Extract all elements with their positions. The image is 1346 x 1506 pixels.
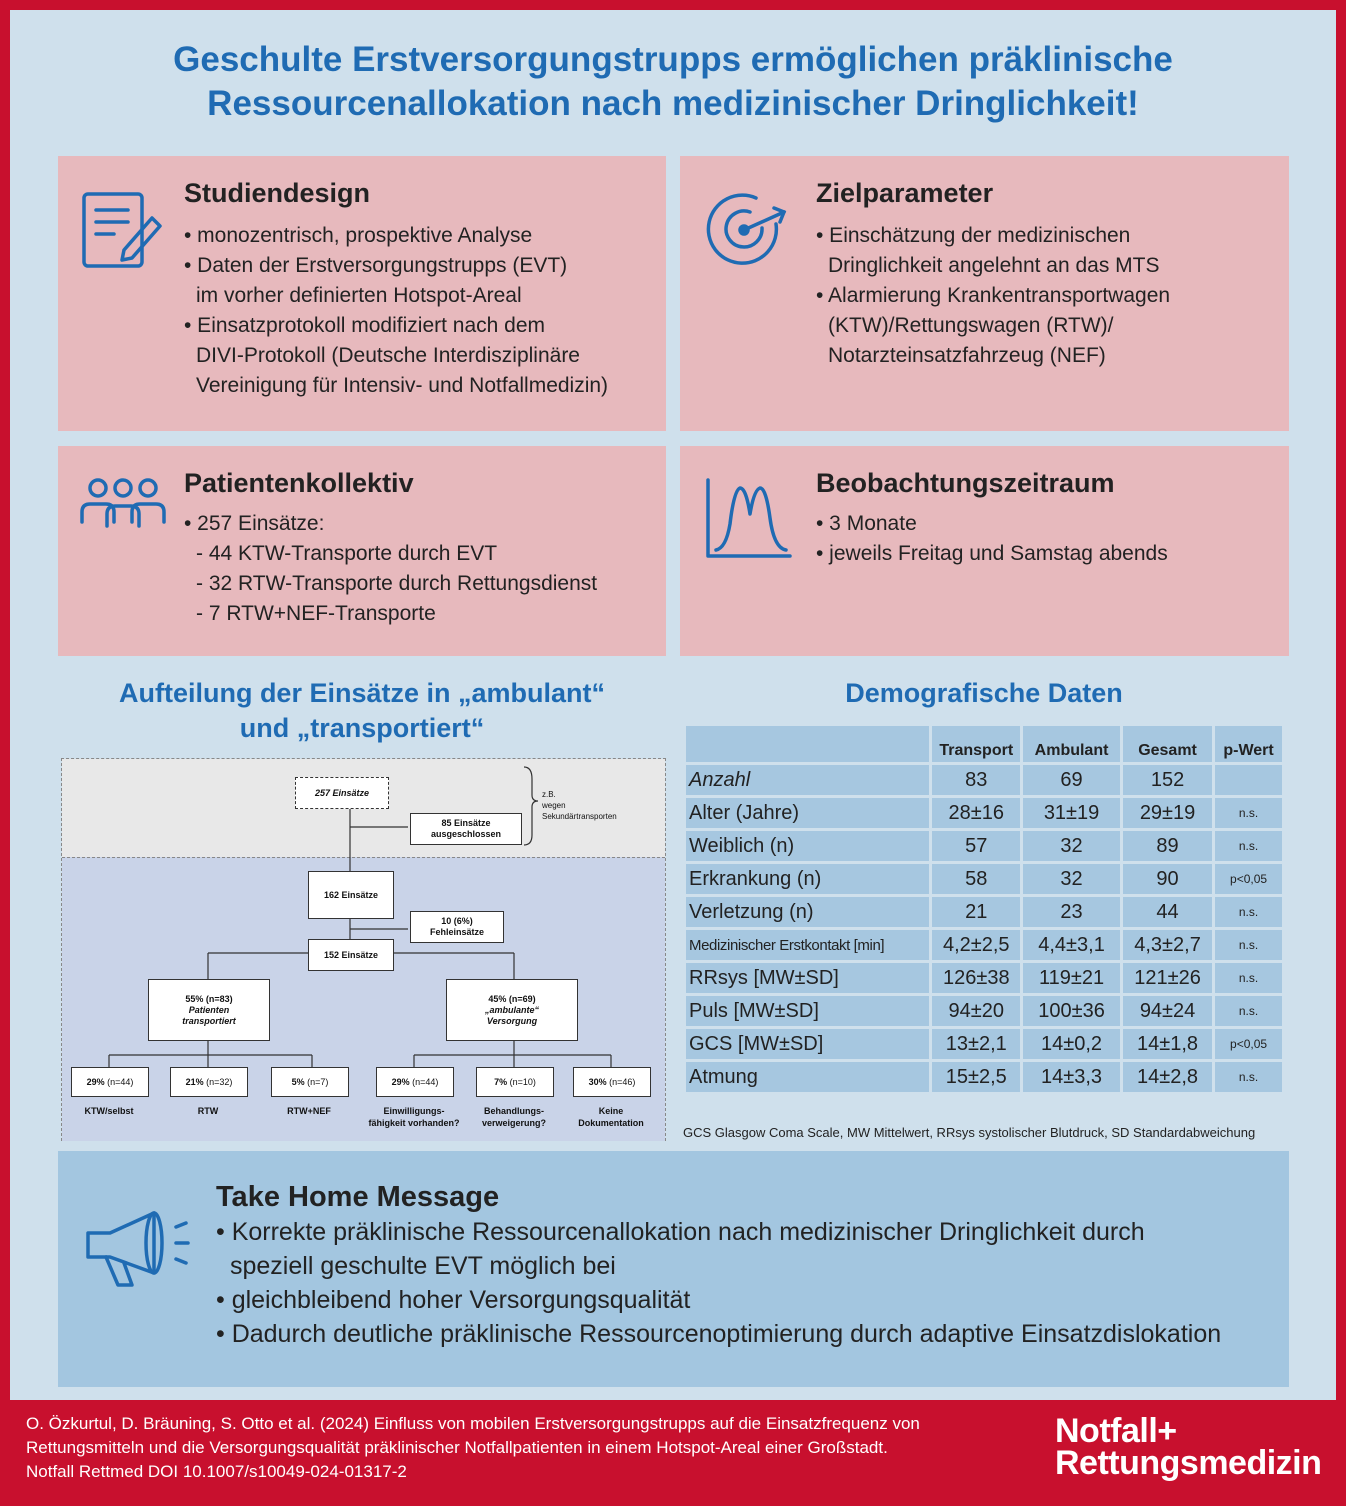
table-header-cell: p-Wert xyxy=(1215,726,1282,762)
table-cell: 100±36 xyxy=(1023,996,1120,1026)
table-cell: 44 xyxy=(1123,897,1212,927)
demografie-footnote: GCS Glasgow Coma Scale, MW Mittelwert, RRsys systolischer Blutdruck, SD Standardabweichung xyxy=(683,1125,1256,1140)
table-cell: 57 xyxy=(932,831,1020,861)
table-row xyxy=(686,1062,1282,1092)
table-cell: 31±19 xyxy=(1023,798,1120,828)
table-cell: p<0,05 xyxy=(1215,864,1282,894)
card-title: Studiendesign xyxy=(184,178,371,208)
card-title: Zielparameter xyxy=(816,178,994,208)
flow-leaf-box: 29% (n=44) xyxy=(71,1067,149,1097)
table-cell: 23 xyxy=(1023,897,1120,927)
table-header-cell: Ambulant xyxy=(1023,726,1120,762)
flow-leaf-label: RTW xyxy=(197,1106,219,1116)
flow-162-box: 162 Einsätze xyxy=(308,871,394,919)
table-cell: 90 xyxy=(1123,864,1212,894)
table-cell: 32 xyxy=(1023,831,1120,861)
flow-leaf-box: 7% (n=10) xyxy=(476,1067,554,1097)
row-label: Verletzung (n) xyxy=(686,897,929,927)
flow-leaf-label: Keine Dokumentation xyxy=(578,1106,644,1128)
table-cell: n.s. xyxy=(1215,1062,1282,1092)
table-cell xyxy=(1215,765,1282,795)
poster-title: Geschulte Erstversorgungstrupps ermöglichen präklinische Ressourcenallokation nach medizinischer Dringlichkeit! xyxy=(173,40,1173,123)
table-cell: 21 xyxy=(932,897,1020,927)
table-row xyxy=(686,864,1282,894)
table-cell: 58 xyxy=(932,864,1020,894)
flow-transport-box: 55% (n=83) Patienten transportiert xyxy=(148,979,270,1041)
flow-ambulant-box: 45% (n=69) „ambulante“ Versorgung xyxy=(446,979,578,1041)
table-cell: n.s. xyxy=(1215,831,1282,861)
row-label: GCS [MW±SD] xyxy=(686,1029,929,1059)
flow-leaf-box: 30% (n=46) xyxy=(573,1067,651,1097)
table-cell: 13±2,1 xyxy=(932,1029,1020,1059)
table-cell: 14±3,3 xyxy=(1023,1062,1120,1092)
megaphone-icon xyxy=(82,1207,192,1291)
flow-start-box: 257 Einsätze xyxy=(295,777,389,809)
flow-leaf-box: 21% (n=32) xyxy=(170,1067,248,1097)
flow-leaf-label: Einwilligungs- fähigkeit vorhanden? xyxy=(368,1106,460,1128)
table-cell: n.s. xyxy=(1215,798,1282,828)
flow-leaf-label: KTW/selbst xyxy=(84,1106,134,1116)
table-cell: n.s. xyxy=(1215,930,1282,960)
table-row xyxy=(686,963,1282,993)
card-patientenkollektiv xyxy=(58,446,666,656)
card-title: Patientenkollektiv xyxy=(184,468,414,498)
flow-note: z.B. wegen Sekundärtransporten xyxy=(542,790,617,821)
table-header-cell: Transport xyxy=(932,726,1020,762)
table-cell: n.s. xyxy=(1215,963,1282,993)
flow-leaf-label: Behandlungs- verweigerung? xyxy=(481,1106,546,1128)
chart-peaks-icon xyxy=(704,476,794,560)
table-cell: 4,2±2,5 xyxy=(932,930,1020,960)
table-row xyxy=(686,1029,1282,1059)
row-label: Anzahl xyxy=(686,765,929,795)
table-cell: 126±38 xyxy=(932,963,1020,993)
aufteilung-title: Aufteilung der Einsätze in „ambulant“ und „transportiert“ xyxy=(118,678,606,743)
flow-leaf-label: RTW+NEF xyxy=(287,1106,331,1116)
table-cell: 152 xyxy=(1123,765,1212,795)
table-header-cell: Gesamt xyxy=(1123,726,1212,762)
take-home-title: Take Home Message xyxy=(216,1181,500,1213)
table-header-row xyxy=(686,726,1282,762)
table-cell: 14±0,2 xyxy=(1023,1029,1120,1059)
table-cell: 32 xyxy=(1023,864,1120,894)
footer-reference: O. Özkurtul, D. Bräuning, S. Otto et al. (2024) Einfluss von mobilen Erstversorgungstrupps auf die Einsatzfrequenz von Rettungsmitteln und die Versorgungsqualität präklinischer Notfallpatienten in einem Hotspot-Areal einer Großstadt. Notfall Rettmed DOI 10.1007/s10049-024-01317-2 xyxy=(26,1414,920,1481)
table-cell: 14±2,8 xyxy=(1123,1062,1212,1092)
row-label: RRsys [MW±SD] xyxy=(686,963,929,993)
row-label: Alter (Jahre) xyxy=(686,798,929,828)
table-cell: 4,4±3,1 xyxy=(1023,930,1120,960)
table-cell: 28±16 xyxy=(932,798,1020,828)
table-cell: 4,3±2,7 xyxy=(1123,930,1212,960)
flow-leaf-box: 29% (n=44) xyxy=(376,1067,454,1097)
table-cell: p<0,05 xyxy=(1215,1029,1282,1059)
card-text: • 257 Einsätze: - 44 KTW-Transporte durch EVT - 32 RTW-Transporte durch Rettungsdienst - 7 RTW+NEF-Transporte xyxy=(184,512,598,625)
table-cell: n.s. xyxy=(1215,897,1282,927)
table-cell: 83 xyxy=(932,765,1020,795)
journal-logo: Notfall+ Rettungsmedizin xyxy=(1055,1412,1322,1482)
table-cell: 121±26 xyxy=(1123,963,1212,993)
table-cell: 15±2,5 xyxy=(932,1062,1020,1092)
card-studiendesign xyxy=(58,156,666,431)
document-pen-icon xyxy=(80,188,164,272)
table-row xyxy=(686,930,1282,960)
take-home-text: • Korrekte präklinische Ressourcenallokation nach medizinischer Dringlichkeit durch speziell geschulte EVT möglich bei • gleichbleibend hoher Versorgungsqualität • Dadurch deutliche präklinische Ressourcenoptimierung durch adaptive Einsatzdislokation xyxy=(216,1218,1222,1348)
row-label: Erkrankung (n) xyxy=(686,864,929,894)
table-cell: 69 xyxy=(1023,765,1120,795)
demografie-table xyxy=(683,723,1285,1095)
row-label: Atmung xyxy=(686,1062,929,1092)
table-row xyxy=(686,798,1282,828)
card-zielparameter xyxy=(680,156,1289,431)
people-group-icon xyxy=(78,474,168,534)
table-cell: 89 xyxy=(1123,831,1212,861)
card-title: Beobachtungszeitraum xyxy=(816,468,1115,498)
table-row xyxy=(686,996,1282,1026)
table-row xyxy=(686,831,1282,861)
card-text: • 3 Monate • jeweils Freitag und Samstag abends xyxy=(816,512,1168,565)
row-label: Weiblich (n) xyxy=(686,831,929,861)
card-text: • monozentrisch, prospektive Analyse • Daten der Erstversorgungstrupps (EVT) im vorher definierten Hotspot-Areal • Einsatzprotokoll modifiziert nach dem DIVI-Protokoll (Deutsche Interdisziplinäre Vereinigung für Intensiv- und Notfallmedizin) xyxy=(184,224,609,397)
target-arrow-icon xyxy=(704,186,794,276)
table-cell: 119±21 xyxy=(1023,963,1120,993)
table-cell: 94±20 xyxy=(932,996,1020,1026)
card-beobachtungszeitraum xyxy=(680,446,1289,656)
row-label: Medizinischer Erstkontakt [min] xyxy=(686,930,929,960)
table-header-cell xyxy=(686,726,929,762)
flow-fehl-box: 10 (6%) Fehleinsätze xyxy=(410,911,504,943)
table-cell: 14±1,8 xyxy=(1123,1029,1212,1059)
card-text: • Einschätzung der medizinischen Dringlichkeit angelehnt an das MTS • Alarmierung Krankentransportwagen (KTW)/Rettungswagen (RTW)/ Notarzteinsatzfahrzeug (NEF) xyxy=(816,224,1171,367)
demografie-title: Demografische Daten xyxy=(845,678,1123,708)
table-cell: n.s. xyxy=(1215,996,1282,1026)
row-label: Puls [MW±SD] xyxy=(686,996,929,1026)
table-cell: 29±19 xyxy=(1123,798,1212,828)
flow-excluded-box: 85 Einsätze ausgeschlossen xyxy=(410,813,522,845)
flowchart xyxy=(61,758,666,1141)
table-row xyxy=(686,897,1282,927)
table-row xyxy=(686,765,1282,795)
flow-152-box: 152 Einsätze xyxy=(308,939,394,971)
take-home-box xyxy=(58,1151,1289,1387)
flow-leaf-box: 5% (n=7) xyxy=(271,1067,349,1097)
table-cell: 94±24 xyxy=(1123,996,1212,1026)
